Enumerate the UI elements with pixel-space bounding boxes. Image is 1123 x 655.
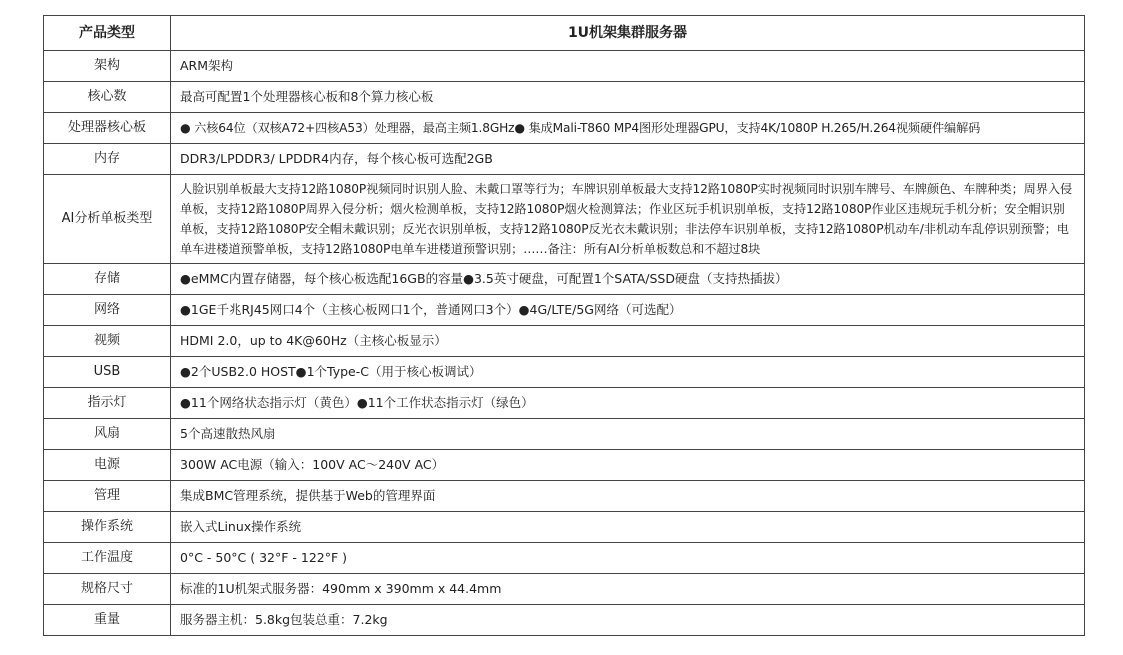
table-header-row xyxy=(44,16,1085,51)
row-label: 风扇 xyxy=(44,419,171,450)
row-label: 处理器核心板 xyxy=(44,113,171,144)
table-row-ai-boards xyxy=(44,175,1085,264)
row-label: 电源 xyxy=(44,450,171,481)
row-label: 工作温度 xyxy=(44,543,171,574)
table-row-power xyxy=(44,450,1085,481)
row-label: AI分析单板类型 xyxy=(44,175,171,264)
row-label: 重量 xyxy=(44,605,171,636)
header-value: 1U机架集群服务器 xyxy=(171,16,1085,51)
row-value: ARM架构 xyxy=(171,51,1085,82)
table-row-weight xyxy=(44,605,1085,636)
row-label: USB xyxy=(44,357,171,388)
table-row-indicator-lights xyxy=(44,388,1085,419)
table-row-network xyxy=(44,295,1085,326)
row-label: 操作系统 xyxy=(44,512,171,543)
row-value: 最高可配置1个处理器核心板和8个算力核心板 xyxy=(171,82,1085,113)
spec-table xyxy=(43,15,1085,636)
table-row-storage xyxy=(44,264,1085,295)
table-row-processor-board xyxy=(44,113,1085,144)
row-value: 标准的1U机架式服务器：490mm x 390mm x 44.4mm xyxy=(171,574,1085,605)
row-label: 指示灯 xyxy=(44,388,171,419)
row-value: HDMI 2.0，up to 4K@60Hz（主核心板显示） xyxy=(171,326,1085,357)
row-value: DDR3/LPDDR3/ LPDDR4内存，每个核心板可选配2GB xyxy=(171,144,1085,175)
table-row-architecture xyxy=(44,51,1085,82)
row-label: 网络 xyxy=(44,295,171,326)
row-value: ●11个网络状态指示灯（黄色）●11个工作状态指示灯（绿色） xyxy=(171,388,1085,419)
row-value: ●2个USB2.0 HOST●1个Type-C（用于核心板调试） xyxy=(171,357,1085,388)
row-value: 0°C - 50°C ( 32°F - 122°F ) xyxy=(171,543,1085,574)
row-value: 嵌入式Linux操作系统 xyxy=(171,512,1085,543)
row-value: 服务器主机：5.8kg包装总重：7.2kg xyxy=(171,605,1085,636)
table-row-management xyxy=(44,481,1085,512)
row-label: 规格尺寸 xyxy=(44,574,171,605)
table-row-memory xyxy=(44,144,1085,175)
row-label: 存储 xyxy=(44,264,171,295)
table-row-usb xyxy=(44,357,1085,388)
table-row-core-count xyxy=(44,82,1085,113)
table-row-fan xyxy=(44,419,1085,450)
row-label: 架构 xyxy=(44,51,171,82)
row-value: 300W AC电源（输入：100V AC～240V AC） xyxy=(171,450,1085,481)
table-row-os xyxy=(44,512,1085,543)
table-row-video xyxy=(44,326,1085,357)
row-value: 人脸识别单板最大支持12路1080P视频同时识别人脸、未戴口罩等行为；车牌识别单板最大支持12路1080P实时视频同时识别车牌号、车牌颜色、车牌种类；周界入侵单板，支持12路1080P周界入侵分析；烟火检测单板，支持12路1080P烟火检测算法；作业区玩手机识别单板，支持12路1080P作业区违规玩手机分析；安全帽识别单板，支持12路1080P安全帽未戴识别；反光衣识别单板，支持12路1080P反光衣未戴识别；非法停车识别单板，支持12路1080P机动车/非机动车乱停识别预警；电单车进楼道预警单板，支持12路1080P电单车进楼道预警识别；……备注：所有AI分析单板数总和不超过8块 xyxy=(171,175,1085,264)
row-label: 内存 xyxy=(44,144,171,175)
row-value: 集成BMC管理系统，提供基于Web的管理界面 xyxy=(171,481,1085,512)
row-label: 核心数 xyxy=(44,82,171,113)
row-value: ●eMMC内置存储器，每个核心板选配16GB的容量●3.5英寸硬盘，可配置1个SATA/SSD硬盘（支持热插拔） xyxy=(171,264,1085,295)
row-value: 5个高速散热风扇 xyxy=(171,419,1085,450)
row-label: 视频 xyxy=(44,326,171,357)
row-value: ● 六核64位（双核A72+四核A53）处理器，最高主频1.8GHz● 集成Mali-T860 MP4图形处理器GPU，支持4K/1080P H.265/H.264视频硬件编解码 xyxy=(171,113,1085,144)
row-value: ●1GE千兆RJ45网口4个（主核心板网口1个，普通网口3个）●4G/LTE/5G网络（可选配） xyxy=(171,295,1085,326)
row-label: 管理 xyxy=(44,481,171,512)
header-label: 产品类型 xyxy=(44,16,171,51)
table-row-dimensions xyxy=(44,574,1085,605)
table-row-temperature xyxy=(44,543,1085,574)
